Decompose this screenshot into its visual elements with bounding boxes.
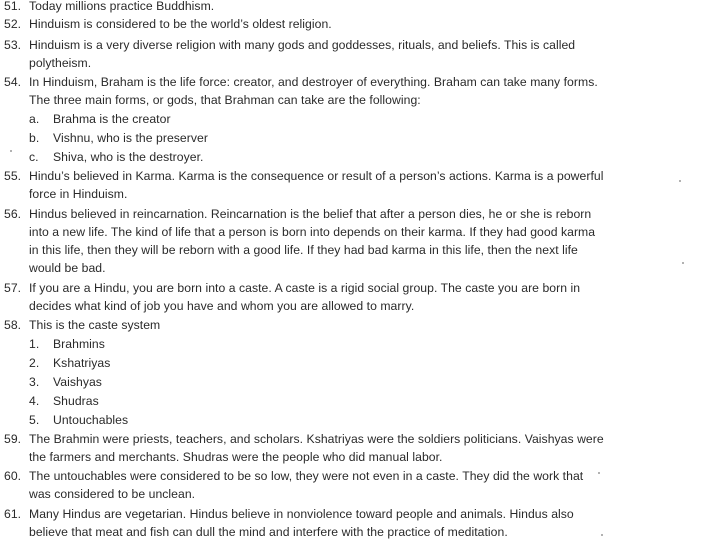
item-number: 57. (4, 281, 22, 295)
item-text: believe that meat and fish can dull the mind and interfere with the practice of meditation. (29, 525, 508, 539)
item-number: 59. (4, 432, 22, 446)
sub-item-text: Vishnu, who is the preserver (53, 131, 208, 145)
sub-item-label: 2. (29, 356, 40, 370)
scan-speck (10, 150, 12, 152)
sub-item-label: c. (29, 150, 39, 164)
item-text: Today millions practice Buddhism. (29, 0, 215, 13)
sub-item-text: Kshatriyas (53, 356, 111, 370)
sub-item-text: Shiva, who is the destroyer. (53, 150, 204, 164)
sub-item-text: Brahmins (53, 337, 105, 351)
sub-item-text: Untouchables (53, 413, 129, 427)
item-text: Many Hindus are vegetarian. Hindus believe in nonviolence toward people and animals. Hindus also (29, 507, 574, 521)
item-number: 55. (4, 169, 22, 183)
item-text: If you are a Hindu, you are born into a caste. A caste is a rigid social group. The caste you are born in (29, 281, 581, 295)
sub-item-label: 3. (29, 375, 40, 389)
item-text: into a new life. The kind of life that a person is born into depends on their karma. If they had good karma (29, 225, 596, 239)
item-text: The Brahmin were priests, teachers, and scholars. Kshatriyas were the soldiers politicians. Vaishyas were (29, 432, 604, 446)
item-number: 61. (4, 507, 22, 521)
item-text: the farmers and merchants. Shudras were the people who did manual labor. (29, 450, 443, 464)
item-text: decides what kind of job you have and whom you are allowed to marry. (29, 299, 415, 313)
sub-item-label: a. (29, 112, 40, 126)
item-text: in this life, then they will be reborn with a good life. If they had bad karma in this life, then the next life (29, 243, 578, 257)
item-text: The three main forms, or gods, that Brahman can take are the following: (29, 93, 421, 107)
item-number: 60. (4, 469, 22, 483)
item-number: 51. (4, 0, 22, 13)
item-number: 54. (4, 75, 22, 89)
sub-item-text: Brahma is the creator (53, 112, 171, 126)
item-number: 53. (4, 38, 22, 52)
item-number: 58. (4, 318, 22, 332)
item-text: Hindu’s believed in Karma. Karma is the consequence or result of a person’s actions. Karma is a powerful (29, 169, 604, 183)
scan-speck (679, 180, 681, 182)
scan-speck (601, 534, 603, 536)
item-number: 56. (4, 207, 22, 221)
item-text: polytheism. (29, 56, 92, 70)
item-text: Hinduism is considered to be the world’s oldest religion. (29, 17, 332, 31)
sub-item-label: 4. (29, 394, 40, 408)
sub-item-label: b. (29, 131, 40, 145)
sub-item-text: Vaishyas (53, 375, 102, 389)
item-text: would be bad. (29, 261, 106, 275)
scan-speck (598, 472, 600, 474)
item-text: was considered to be unclean. (29, 487, 196, 501)
item-number: 52. (4, 17, 22, 31)
scan-speck (682, 262, 684, 264)
item-text: Hindus believed in reincarnation. Reincarnation is the belief that after a person dies, he or she is reborn (29, 207, 592, 221)
item-text: This is the caste system (29, 318, 161, 332)
item-text: Hinduism is a very diverse religion with many gods and goddesses, rituals, and beliefs. This is called (29, 38, 576, 52)
sub-item-label: 5. (29, 413, 40, 427)
item-text: The untouchables were considered to be so low, they were not even in a caste. They did the work that (29, 469, 584, 483)
item-text: force in Hinduism. (29, 187, 128, 201)
sub-item-text: Shudras (53, 394, 99, 408)
sub-item-label: 1. (29, 337, 40, 351)
item-text: In Hinduism, Braham is the life force: creator, and destroyer of everything. Braham can take many forms. (29, 75, 598, 89)
